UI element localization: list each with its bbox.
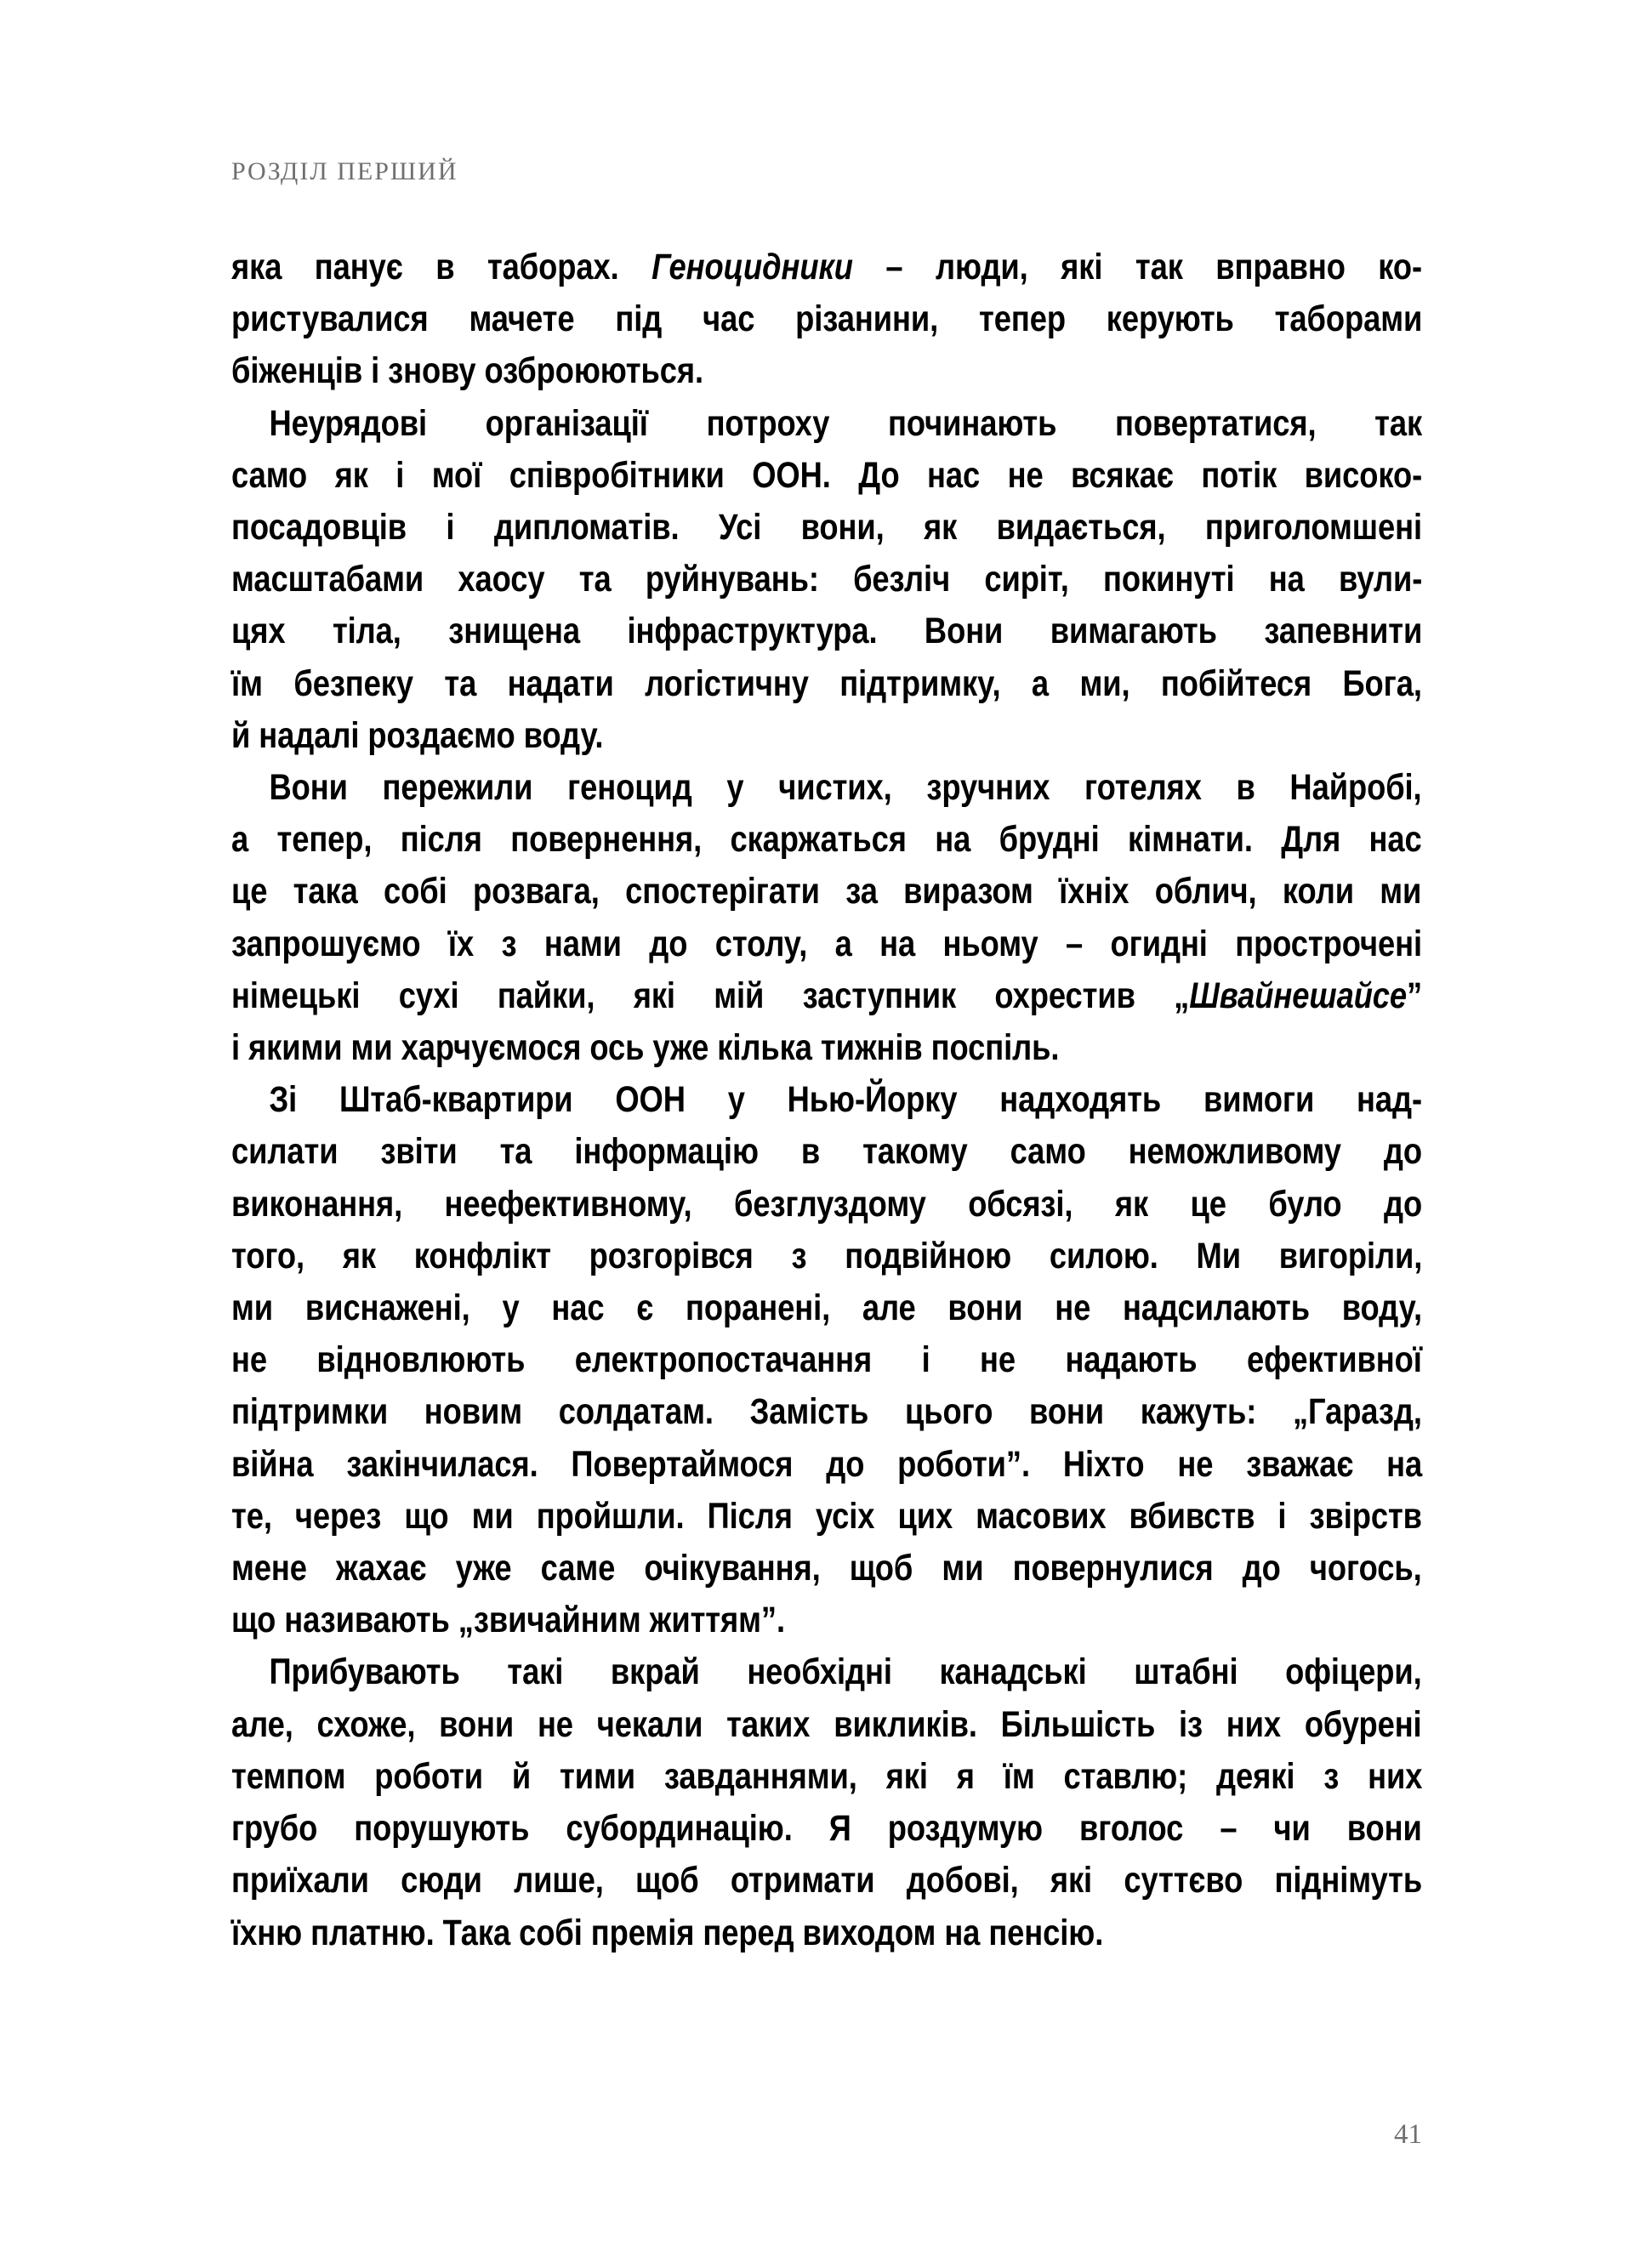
text-line: це така собі розвага, спостерігати за виразом їхніх облич, коли ми xyxy=(231,872,1422,912)
text-line: німецькі сухі пайки, які мій заступник охрестив „Швайнешайсе” xyxy=(231,975,1423,1016)
text-line: Вони пережили геноцид у чистих, зручних готелях в Найробі, xyxy=(269,768,1422,809)
body-text-column xyxy=(231,242,1422,1959)
text-line: що називають „звичайним життям”. xyxy=(231,1600,786,1641)
text-line: мене жахає уже саме очікування, щоб ми повернулися до чогось, xyxy=(231,1549,1422,1589)
paragraph xyxy=(231,242,1422,398)
text-line: Неурядові організації потроху починають повертатися, так xyxy=(269,403,1423,444)
text-line: те, через що ми пройшли. Після усіх цих масових вбивств і звірств xyxy=(231,1496,1422,1537)
text-line: грубо порушують субординацію. Я роздумую вголос – чи вони xyxy=(231,1809,1422,1850)
paragraph xyxy=(231,762,1422,1074)
text-line: яка панує в таборах. Геноцидники – люди, які так вправно ко- xyxy=(231,247,1423,287)
text-line: але, схоже, вони не чекали таких викликів. Більшість із них обурені xyxy=(231,1704,1422,1745)
text-line: не відновлюють електропостачання і не надають ефективної xyxy=(231,1340,1422,1381)
paragraph xyxy=(231,398,1422,762)
paragraph xyxy=(231,1646,1422,1958)
text-line: темпом роботи й тими завданнями, які я їм ставлю; деякі з них xyxy=(231,1756,1423,1797)
text-line: їхню платню. Така собі премія перед виходом на пенсію. xyxy=(231,1913,1104,1953)
running-head: РОЗДІЛ ПЕРШИЙ xyxy=(231,157,458,185)
text-line: цях тіла, знищена інфраструктура. Вони вимагають запевнити xyxy=(231,611,1423,652)
text-line: ми виснажені, у нас є поранені, але вони не надсилають воду, xyxy=(231,1288,1422,1329)
text-line: біженців і знову озброюються. xyxy=(231,351,704,392)
text-line: ристувалися мачете під час різанини, тепер керують таборами xyxy=(231,299,1423,340)
page-number: 41 xyxy=(1394,2119,1422,2150)
text-line: Зі Штаб-квартири ООН у Нью-Йорку надходять вимоги над- xyxy=(269,1080,1423,1121)
text-line: приїхали сюди лише, щоб отримати добові, які суттєво піднімуть xyxy=(231,1861,1423,1901)
paragraph xyxy=(231,1074,1422,1646)
text-line: масштабами хаосу та руйнувань: безліч сиріт, покинуті на вули- xyxy=(231,560,1423,600)
text-line: силати звіти та інформацію в такому само неможливому до xyxy=(231,1132,1422,1173)
text-line: і якими ми харчуємося ось уже кілька тижнів поспіль. xyxy=(231,1028,1060,1069)
text-line: виконання, неефективному, безглуздому обсязі, як це було до xyxy=(231,1184,1423,1225)
text-line: посадовців і дипломатів. Усі вони, як видається, приголомшені xyxy=(231,508,1423,549)
text-line: а тепер, після повернення, скаржаться на брудні кімнати. Для нас xyxy=(231,820,1422,861)
text-line: війна закінчилася. Повертаймося до роботи”. Ніхто не зважає на xyxy=(231,1444,1423,1485)
text-line: само як і мої співробітники ООН. До нас не всякає потік високо- xyxy=(231,455,1423,496)
text-line: й надалі роздаємо воду. xyxy=(231,715,604,756)
text-line: їм безпеку та надати логістичну підтримку, а ми, побійтеся Бога, xyxy=(231,663,1422,704)
text-line: підтримки новим солдатам. Замість цього вони кажуть: „Гаразд, xyxy=(231,1392,1422,1433)
text-line: Прибувають такі вкрай необхідні канадські штабні офіцери, xyxy=(269,1652,1422,1693)
text-line: того, як конфлікт розгорівся з подвійною силою. Ми вигоріли, xyxy=(231,1236,1423,1276)
text-line: запрошуємо їх з нами до столу, а на ньому – огидні прострочені xyxy=(231,924,1422,964)
